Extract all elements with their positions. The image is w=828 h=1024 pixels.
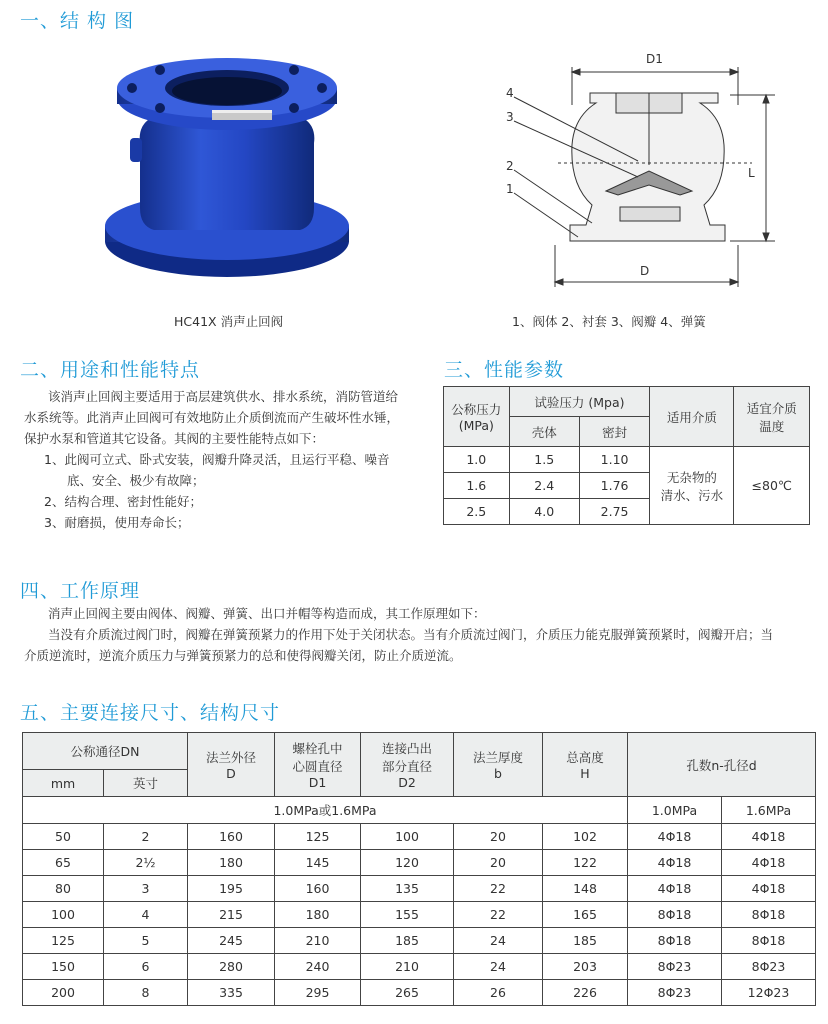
dim-pressure-span: 1.0MPa或1.6MPa	[23, 797, 628, 824]
table-row	[23, 902, 816, 928]
part-label-2: 2	[506, 159, 514, 173]
dim-header-b	[454, 733, 543, 797]
dim-cell: 4Φ18	[722, 824, 816, 850]
perf-cell: 1.76	[579, 473, 649, 499]
dim-cell: 195	[188, 876, 275, 902]
cell-text-line: b	[494, 766, 502, 781]
cell-text-line: 螺栓孔中	[292, 741, 343, 756]
dim-cell: 8Φ18	[722, 928, 816, 954]
parts-caption: 1、阀体 2、衬套 3、阀瓣 4、弹簧	[512, 314, 706, 329]
dim-cell: 125	[23, 928, 104, 954]
dim-cell: 102	[543, 824, 628, 850]
valve-photo	[100, 58, 355, 280]
dim-header-inch: 英寸	[104, 770, 188, 797]
dim-cell: 8Φ23	[628, 980, 722, 1006]
dim-cell: 4	[104, 902, 188, 928]
dim-header-d1	[275, 733, 361, 797]
principle-line: 介质逆流时，逆流介质压力与弹簧预紧力的总和使得阀瓣关闭，防止介质逆流。	[24, 648, 462, 663]
perf-cell: 2.75	[579, 499, 649, 525]
dim-cell: 200	[23, 980, 104, 1006]
dim-cell: 135	[361, 876, 454, 902]
dim-header-h	[543, 733, 628, 797]
dim-header-dn: 公称通径DN	[23, 733, 188, 770]
perf-cell: 1.5	[509, 447, 579, 473]
perf-cell: 1.0	[444, 447, 510, 473]
dim-cell: 12Φ23	[722, 980, 816, 1006]
usage-intro-line: 水系统等。此消声止回阀可有效地防止介质倒流而产生破坏性水锤，	[24, 410, 400, 425]
dim-cell: 180	[275, 902, 361, 928]
table-row	[23, 876, 816, 902]
usage-item-cont: 底、安全、极少有故障；	[67, 473, 205, 488]
usage-intro-line: 该消声止回阀主要适用于高层建筑供水、排水系统，消防管道给	[48, 389, 399, 404]
dim-cell: 245	[188, 928, 275, 954]
section-title-performance: 三、性能参数	[444, 359, 565, 381]
table-row	[23, 824, 816, 850]
dim-label-d: D	[640, 264, 650, 278]
part-label-4: 4	[506, 86, 514, 100]
cell-text-line: (MPa)	[458, 418, 494, 433]
section-title-usage: 二、用途和性能特点	[20, 359, 201, 381]
cell-text-line: H	[580, 766, 590, 781]
dim-cell: 4Φ18	[722, 876, 816, 902]
cell-text-line: 温度	[759, 418, 785, 434]
cell-text-line: D1	[308, 775, 327, 790]
perf-cell: 1.6	[444, 473, 510, 499]
dim-pressure-1: 1.0MPa	[628, 797, 722, 824]
perf-header-pressure	[444, 387, 510, 447]
dim-cell: 295	[275, 980, 361, 1006]
dim-cell: 150	[23, 954, 104, 980]
perf-cell: 2.4	[509, 473, 579, 499]
cell-text-line: 部分直径	[381, 759, 432, 774]
dim-cell: 240	[275, 954, 361, 980]
usage-intro-line: 保护水泵和管道其它设备。其阀的主要性能特点如下：	[24, 431, 325, 446]
usage-item: 3、耐磨损，使用寿命长；	[44, 515, 190, 530]
dim-cell: 22	[454, 902, 543, 928]
dim-cell: 8Φ23	[722, 954, 816, 980]
dim-cell: 8Φ18	[628, 902, 722, 928]
dim-cell: 4Φ18	[722, 850, 816, 876]
dim-cell: 215	[188, 902, 275, 928]
usage-item: 1、此阀可立式、卧式安装，阀瓣升降灵活，且运行平稳、噪音	[44, 452, 390, 467]
section-title-structure: 一、结 构 图	[20, 10, 135, 32]
usage-item: 2、结构合理、密封性能好；	[44, 494, 202, 509]
dim-cell: 5	[104, 928, 188, 954]
dim-cell: 280	[188, 954, 275, 980]
dim-cell: 160	[188, 824, 275, 850]
principle-line: 当没有介质流过阀门时，阀瓣在弹簧预紧力的作用下处于关闭状态。当有介质流过阀门，介质压力能克服弹簧预紧时，阀瓣开启；当	[48, 627, 774, 642]
perf-cell: 1.10	[579, 447, 649, 473]
cell-text-line: 心圆直径	[292, 759, 343, 774]
cell-text-line: D2	[398, 775, 416, 790]
dim-cell: 122	[543, 850, 628, 876]
table-row	[23, 954, 816, 980]
dim-cell: 203	[543, 954, 628, 980]
dim-cell: 148	[543, 876, 628, 902]
usage-text	[24, 386, 426, 533]
cell-text-line: 清水、污水	[660, 487, 724, 503]
table-row	[444, 447, 810, 473]
principle-line: 消声止回阀主要由阀体、阀瓣、弹簧、出口并帽等构造而成，其工作原理如下：	[48, 606, 486, 621]
dim-cell: 125	[275, 824, 361, 850]
dimensions-table	[22, 732, 816, 1006]
dim-cell: 65	[23, 850, 104, 876]
cell-text-line: 无杂物的	[666, 469, 717, 485]
dim-cell: 100	[361, 824, 454, 850]
dim-label-d1: D1	[646, 52, 663, 66]
dim-cell: 24	[454, 928, 543, 954]
dim-cell: 4Φ18	[628, 824, 722, 850]
dim-cell: 4Φ18	[628, 850, 722, 876]
principle-text	[24, 603, 824, 666]
perf-header-test: 试验压力 (Mpa)	[509, 387, 650, 417]
dim-cell: 335	[188, 980, 275, 1006]
dim-cell: 165	[543, 902, 628, 928]
dim-cell: 160	[275, 876, 361, 902]
part-label-1: 1	[506, 182, 514, 196]
dim-cell: 100	[23, 902, 104, 928]
perf-header-temp	[734, 387, 810, 447]
cell-text-line: 公称压力	[451, 402, 502, 417]
dim-cell: 3	[104, 876, 188, 902]
perf-header-medium: 适用介质	[650, 387, 734, 447]
dim-cell: 8Φ18	[628, 928, 722, 954]
perf-cell: 2.5	[444, 499, 510, 525]
dim-cell: 185	[361, 928, 454, 954]
table-row	[23, 928, 816, 954]
dim-cell: 80	[23, 876, 104, 902]
dim-cell: 155	[361, 902, 454, 928]
cell-text-line: 适宜介质	[746, 400, 797, 416]
perf-header-seal: 密封	[579, 417, 649, 447]
dim-cell: 2	[104, 824, 188, 850]
dim-header-mm: mm	[23, 770, 104, 797]
cell-text-line: 总高度	[566, 750, 604, 765]
dim-cell: 26	[454, 980, 543, 1006]
dim-cell: 8	[104, 980, 188, 1006]
cell-text-line: 法兰厚度	[472, 750, 523, 765]
dim-cell: 120	[361, 850, 454, 876]
dim-header-holes: 孔数n-孔径d	[628, 733, 816, 797]
dim-cell: 50	[23, 824, 104, 850]
dim-header-d2	[361, 733, 454, 797]
dim-label-l: L	[748, 166, 755, 180]
dim-cell: 6	[104, 954, 188, 980]
dim-cell: 22	[454, 876, 543, 902]
perf-temp-cell: ≤80℃	[734, 447, 810, 525]
dim-cell: 180	[188, 850, 275, 876]
dim-cell: 2½	[104, 850, 188, 876]
dim-cell: 24	[454, 954, 543, 980]
table-row	[23, 850, 816, 876]
dim-cell: 20	[454, 824, 543, 850]
section-title-dimensions: 五、主要连接尺寸、结构尺寸	[20, 702, 281, 724]
part-label-3: 3	[506, 110, 514, 124]
perf-cell: 4.0	[509, 499, 579, 525]
cell-text-line: 法兰外径	[205, 750, 256, 765]
perf-medium-cell	[650, 447, 734, 525]
dim-cell: 20	[454, 850, 543, 876]
table-row	[23, 980, 816, 1006]
cell-text-line: 连接凸出	[381, 741, 432, 756]
dim-cell: 145	[275, 850, 361, 876]
dim-cell: 4Φ18	[628, 876, 722, 902]
dim-cell: 210	[275, 928, 361, 954]
dim-cell: 210	[361, 954, 454, 980]
dim-cell: 8Φ18	[722, 902, 816, 928]
section-title-principle: 四、工作原理	[20, 580, 141, 602]
dim-cell: 185	[543, 928, 628, 954]
perf-header-shell: 壳体	[509, 417, 579, 447]
cell-text-line: D	[226, 766, 236, 781]
performance-table	[443, 386, 810, 525]
valve-section-drawing	[500, 45, 800, 295]
product-caption: HC41X 消声止回阀	[174, 314, 284, 329]
dim-cell: 265	[361, 980, 454, 1006]
dim-header-d	[188, 733, 275, 797]
dim-cell: 226	[543, 980, 628, 1006]
dim-cell: 8Φ23	[628, 954, 722, 980]
dim-pressure-2: 1.6MPa	[722, 797, 816, 824]
